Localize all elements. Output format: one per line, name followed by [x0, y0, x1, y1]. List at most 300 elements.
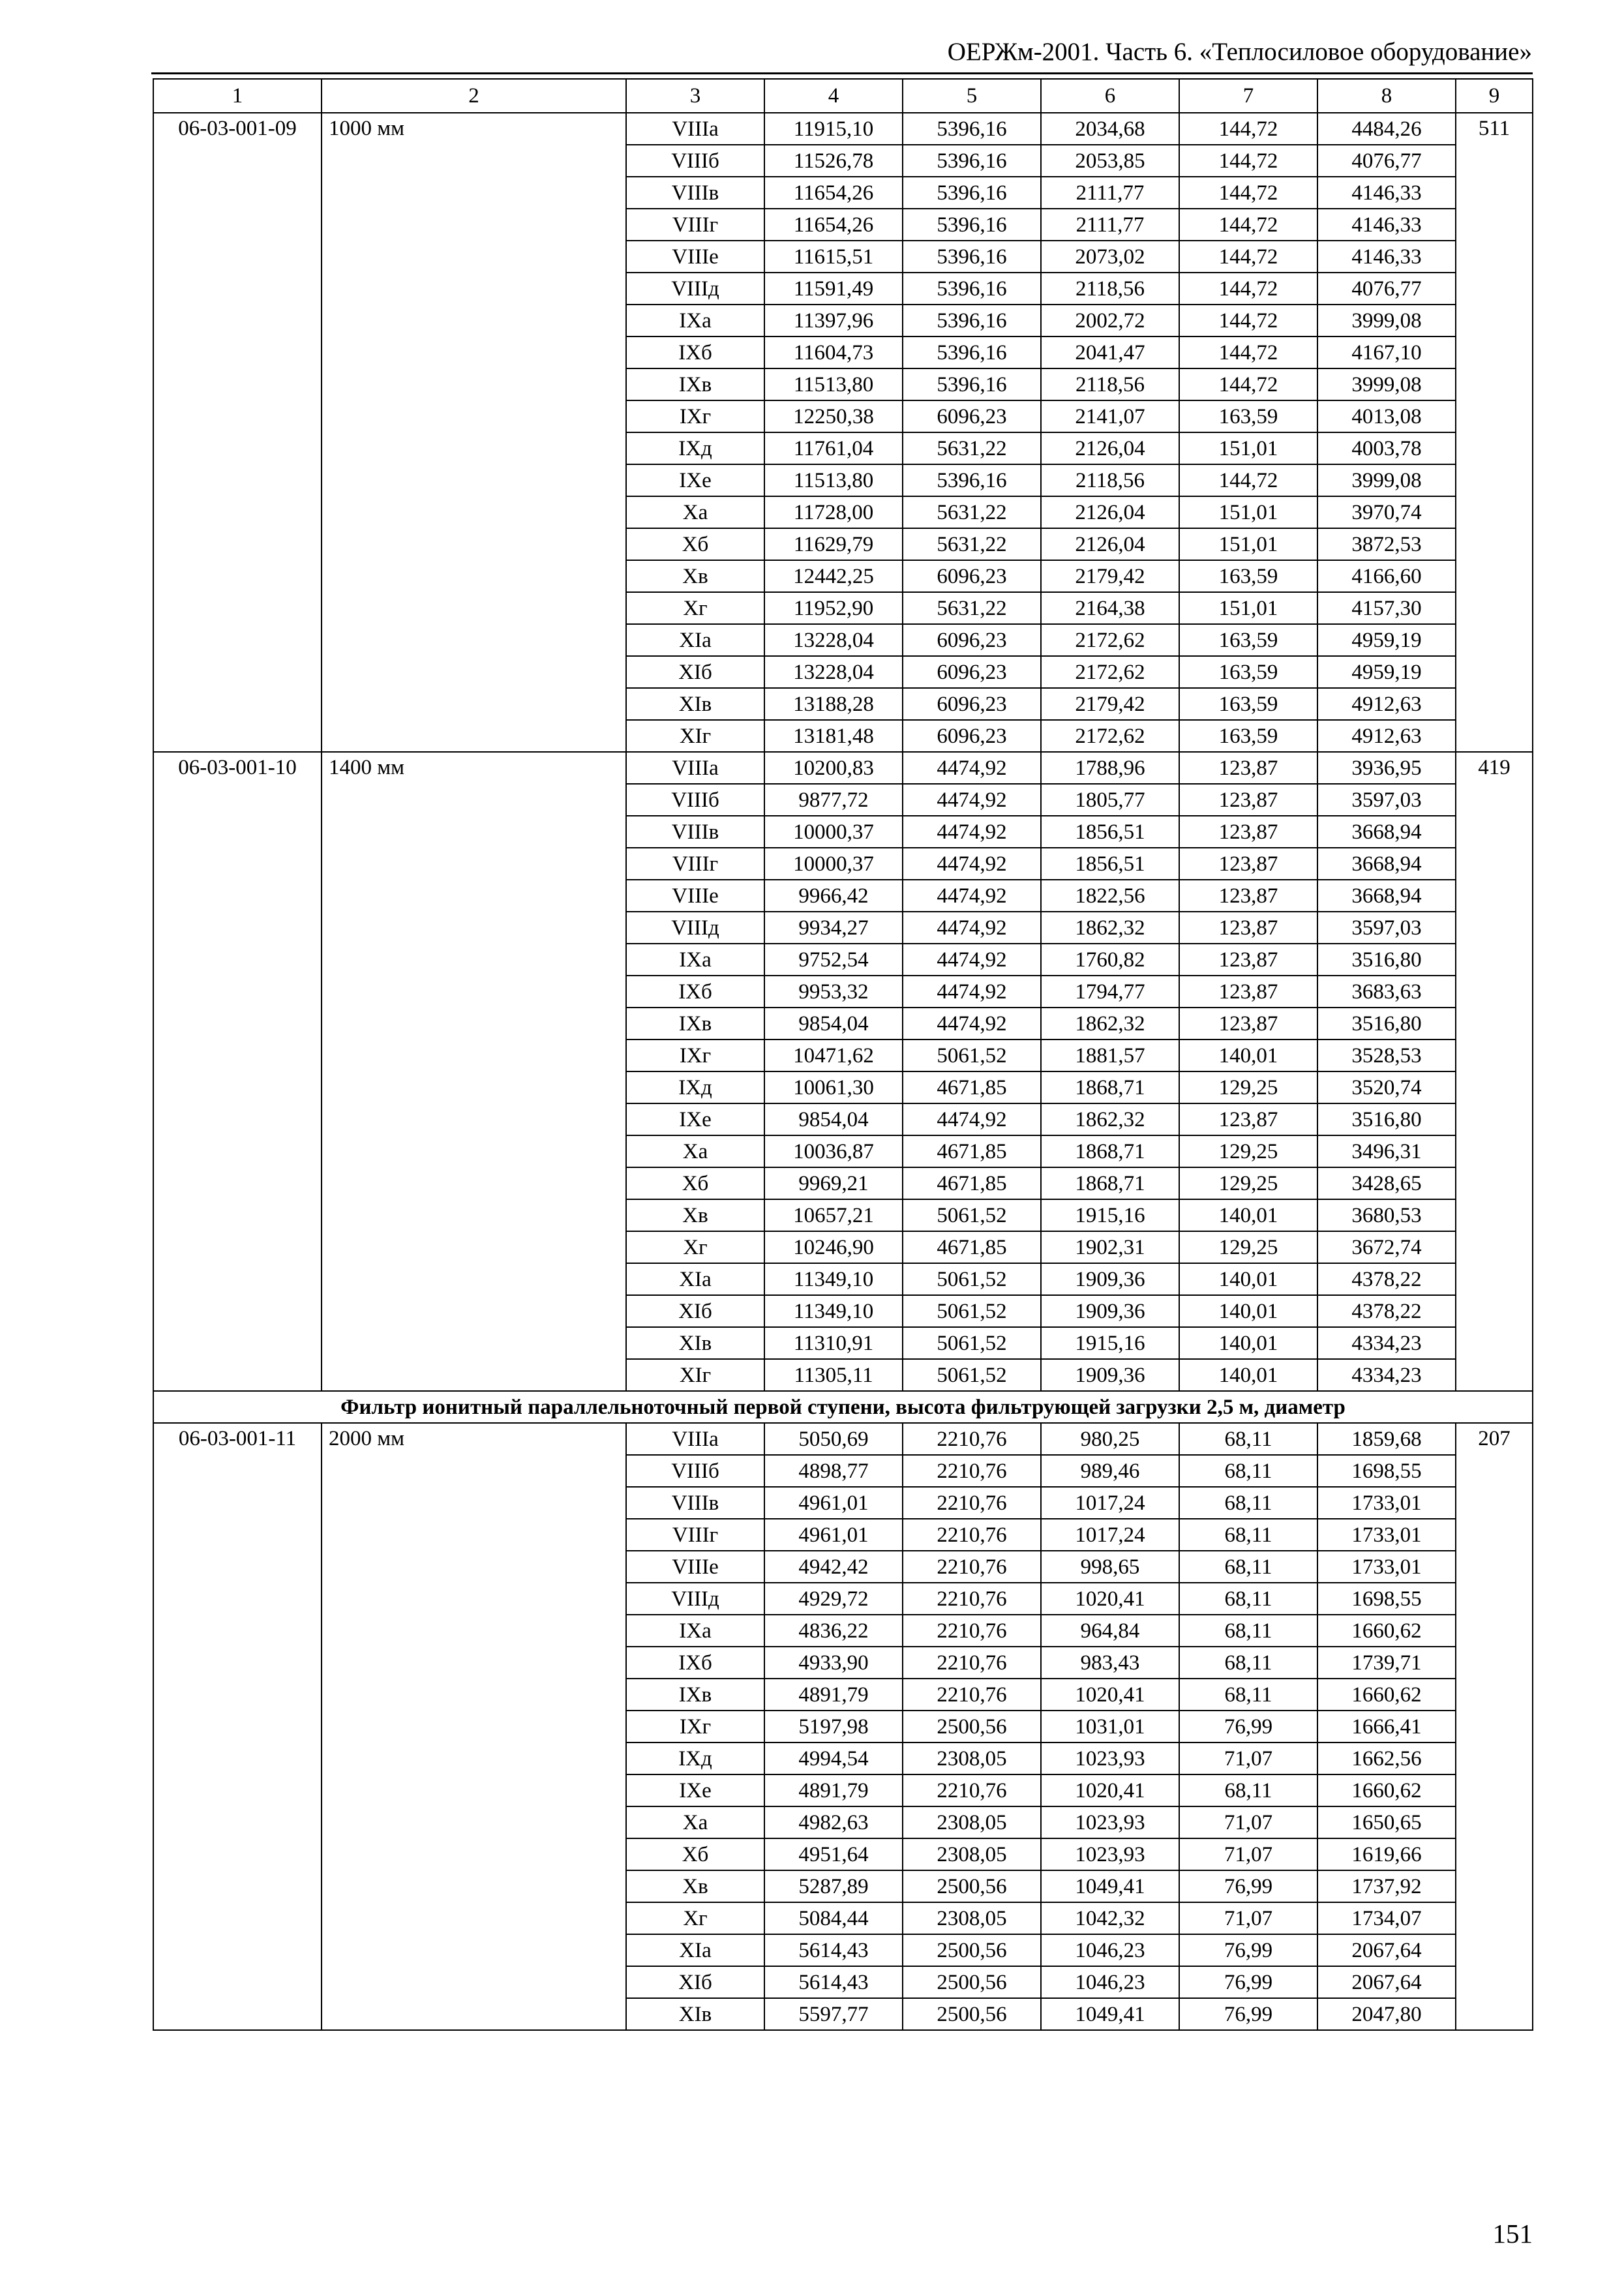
materials-cost-cell: 4003,78 — [1317, 432, 1456, 464]
machine-cost-cell: 983,43 — [1041, 1647, 1179, 1679]
total-cost-cell: 10061,30 — [764, 1071, 903, 1103]
labor-cost-cell: 6096,23 — [903, 720, 1041, 752]
labor-cost-cell: 5396,16 — [903, 368, 1041, 400]
total-cost-cell: 11513,80 — [764, 464, 903, 496]
zone-cell: IXе — [626, 1103, 764, 1135]
labor-cost-cell: 5061,52 — [903, 1327, 1041, 1359]
zone-cell: VIIIа — [626, 752, 764, 784]
materials-cost-cell: 4167,10 — [1317, 337, 1456, 368]
machine-cost-cell: 1868,71 — [1041, 1167, 1179, 1199]
machinist-wage-cell: 144,72 — [1179, 337, 1317, 368]
table-row — [153, 1423, 1533, 1455]
zone-cell: IXе — [626, 1774, 764, 1806]
machinist-wage-cell: 71,07 — [1179, 1743, 1317, 1774]
column-number: 8 — [1317, 79, 1456, 113]
labor-cost-cell: 2500,56 — [903, 1998, 1041, 2030]
machinist-wage-cell: 163,59 — [1179, 624, 1317, 656]
materials-cost-cell: 2067,64 — [1317, 1934, 1456, 1966]
materials-cost-cell: 3528,53 — [1317, 1040, 1456, 1071]
machine-cost-cell: 1868,71 — [1041, 1071, 1179, 1103]
machine-cost-cell: 1862,32 — [1041, 1103, 1179, 1135]
labor-cost-cell: 2210,76 — [903, 1455, 1041, 1487]
zone-cell: Xб — [626, 528, 764, 560]
materials-cost-cell: 3668,94 — [1317, 880, 1456, 912]
labor-cost-cell: 4474,92 — [903, 944, 1041, 976]
total-cost-cell: 9877,72 — [764, 784, 903, 816]
zone-cell: Xв — [626, 1199, 764, 1231]
materials-cost-cell: 4146,33 — [1317, 177, 1456, 209]
machine-cost-cell: 1909,36 — [1041, 1263, 1179, 1295]
total-cost-cell: 11915,10 — [764, 113, 903, 145]
zone-cell: VIIIе — [626, 880, 764, 912]
zone-cell: Xв — [626, 560, 764, 592]
materials-cost-cell: 4166,60 — [1317, 560, 1456, 592]
labor-cost-cell: 5396,16 — [903, 145, 1041, 177]
total-cost-cell: 4898,77 — [764, 1455, 903, 1487]
labor-cost-cell: 2210,76 — [903, 1519, 1041, 1551]
machine-cost-cell: 2118,56 — [1041, 368, 1179, 400]
machinist-wage-cell: 76,99 — [1179, 1934, 1317, 1966]
total-cost-cell: 5287,89 — [764, 1870, 903, 1902]
machine-cost-cell: 1805,77 — [1041, 784, 1179, 816]
labor-cost-cell: 2210,76 — [903, 1487, 1041, 1519]
total-cost-cell: 11654,26 — [764, 209, 903, 241]
zone-cell: VIIIв — [626, 816, 764, 848]
zone-cell: IXг — [626, 1711, 764, 1743]
machine-cost-cell: 1046,23 — [1041, 1966, 1179, 1998]
table-row — [153, 752, 1533, 784]
machinist-wage-cell: 68,11 — [1179, 1519, 1317, 1551]
machinist-wage-cell: 68,11 — [1179, 1679, 1317, 1711]
total-cost-cell: 5597,77 — [764, 1998, 903, 2030]
labor-cost-cell: 6096,23 — [903, 688, 1041, 720]
zone-cell: XIб — [626, 656, 764, 688]
zone-cell: XIа — [626, 1263, 764, 1295]
machinist-wage-cell: 144,72 — [1179, 113, 1317, 145]
total-cost-cell: 13228,04 — [764, 624, 903, 656]
total-cost-cell: 10000,37 — [764, 816, 903, 848]
materials-cost-cell: 4912,63 — [1317, 720, 1456, 752]
zone-cell: XIа — [626, 1934, 764, 1966]
machinist-wage-cell: 144,72 — [1179, 241, 1317, 273]
machine-cost-cell: 1023,93 — [1041, 1806, 1179, 1838]
machinist-wage-cell: 68,11 — [1179, 1615, 1317, 1647]
labor-cost-cell: 2210,76 — [903, 1774, 1041, 1806]
zone-cell: XIв — [626, 688, 764, 720]
machinist-wage-cell: 129,25 — [1179, 1167, 1317, 1199]
zone-cell: IXд — [626, 1071, 764, 1103]
machine-cost-cell: 1856,51 — [1041, 816, 1179, 848]
machine-cost-cell: 2126,04 — [1041, 528, 1179, 560]
materials-cost-cell: 3428,65 — [1317, 1167, 1456, 1199]
materials-cost-cell: 1666,41 — [1317, 1711, 1456, 1743]
total-cost-cell: 5084,44 — [764, 1902, 903, 1934]
machine-cost-cell: 2034,68 — [1041, 113, 1179, 145]
zone-cell: XIб — [626, 1966, 764, 1998]
machinist-wage-cell: 68,11 — [1179, 1423, 1317, 1455]
section-header-row — [153, 1391, 1533, 1423]
total-cost-cell: 4836,22 — [764, 1615, 903, 1647]
total-cost-cell: 11513,80 — [764, 368, 903, 400]
machine-cost-cell: 1909,36 — [1041, 1359, 1179, 1391]
labor-cost-cell: 2210,76 — [903, 1647, 1041, 1679]
machinist-wage-cell: 123,87 — [1179, 1008, 1317, 1040]
total-cost-cell: 12250,38 — [764, 400, 903, 432]
labor-cost-cell: 4474,92 — [903, 848, 1041, 880]
materials-cost-cell: 4146,33 — [1317, 241, 1456, 273]
column-number: 1 — [153, 79, 322, 113]
total-cost-cell: 4891,79 — [764, 1679, 903, 1711]
materials-cost-cell: 1662,56 — [1317, 1743, 1456, 1774]
total-cost-cell: 11629,79 — [764, 528, 903, 560]
labor-cost-cell: 5631,22 — [903, 432, 1041, 464]
total-cost-cell: 9969,21 — [764, 1167, 903, 1199]
machine-cost-cell: 1915,16 — [1041, 1199, 1179, 1231]
zone-cell: VIIIб — [626, 145, 764, 177]
machinist-wage-cell: 68,11 — [1179, 1455, 1317, 1487]
table-row — [153, 113, 1533, 145]
total-cost-cell: 10200,83 — [764, 752, 903, 784]
zone-cell: IXд — [626, 432, 764, 464]
machine-cost-cell: 1862,32 — [1041, 1008, 1179, 1040]
zone-cell: IXв — [626, 1008, 764, 1040]
materials-cost-cell: 4378,22 — [1317, 1295, 1456, 1327]
total-cost-cell: 9934,27 — [764, 912, 903, 944]
machine-cost-cell: 1915,16 — [1041, 1327, 1179, 1359]
total-cost-cell: 11526,78 — [764, 145, 903, 177]
machinist-wage-cell: 144,72 — [1179, 177, 1317, 209]
materials-cost-cell: 3516,80 — [1317, 1008, 1456, 1040]
resource-name: 1400 мм — [322, 752, 626, 1391]
machine-cost-cell: 2141,07 — [1041, 400, 1179, 432]
zone-cell: Xв — [626, 1870, 764, 1902]
machinist-wage-cell: 144,72 — [1179, 305, 1317, 337]
machinist-wage-cell: 144,72 — [1179, 209, 1317, 241]
zone-cell: VIIIд — [626, 273, 764, 305]
machine-cost-cell: 1046,23 — [1041, 1934, 1179, 1966]
resource-name: 2000 мм — [322, 1423, 626, 2030]
total-cost-cell: 13181,48 — [764, 720, 903, 752]
materials-cost-cell: 1734,07 — [1317, 1902, 1456, 1934]
machine-cost-cell: 1049,41 — [1041, 1998, 1179, 2030]
labor-cost-cell: 5396,16 — [903, 337, 1041, 368]
materials-cost-cell: 3668,94 — [1317, 816, 1456, 848]
materials-cost-cell: 1737,92 — [1317, 1870, 1456, 1902]
materials-cost-cell: 3872,53 — [1317, 528, 1456, 560]
machinist-wage-cell: 76,99 — [1179, 1966, 1317, 1998]
machinist-wage-cell: 123,87 — [1179, 816, 1317, 848]
machine-cost-cell: 2172,62 — [1041, 656, 1179, 688]
column-number: 5 — [903, 79, 1041, 113]
total-cost-cell: 4933,90 — [764, 1647, 903, 1679]
labor-cost-cell: 2500,56 — [903, 1966, 1041, 1998]
machinist-wage-cell: 140,01 — [1179, 1295, 1317, 1327]
total-cost-cell: 5614,43 — [764, 1966, 903, 1998]
total-cost-cell: 13188,28 — [764, 688, 903, 720]
machinist-wage-cell: 144,72 — [1179, 464, 1317, 496]
zone-cell: VIIIв — [626, 177, 764, 209]
labor-hours-cell: 207 — [1456, 1423, 1533, 2030]
total-cost-cell: 11397,96 — [764, 305, 903, 337]
materials-cost-cell: 4146,33 — [1317, 209, 1456, 241]
labor-cost-cell: 6096,23 — [903, 400, 1041, 432]
materials-cost-cell: 1660,62 — [1317, 1615, 1456, 1647]
page-number: 151 — [1492, 2219, 1533, 2249]
machinist-wage-cell: 163,59 — [1179, 656, 1317, 688]
labor-cost-cell: 2500,56 — [903, 1711, 1041, 1743]
labor-cost-cell: 5396,16 — [903, 305, 1041, 337]
total-cost-cell: 9752,54 — [764, 944, 903, 976]
total-cost-cell: 9854,04 — [764, 1008, 903, 1040]
price-table — [153, 78, 1533, 2031]
labor-cost-cell: 5061,52 — [903, 1359, 1041, 1391]
zone-cell: VIIIб — [626, 1455, 764, 1487]
labor-cost-cell: 5396,16 — [903, 241, 1041, 273]
machine-cost-cell: 964,84 — [1041, 1615, 1179, 1647]
zone-cell: IXв — [626, 1679, 764, 1711]
materials-cost-cell: 3597,03 — [1317, 784, 1456, 816]
materials-cost-cell: 3999,08 — [1317, 368, 1456, 400]
labor-cost-cell: 5631,22 — [903, 496, 1041, 528]
column-numbers-row — [153, 79, 1533, 113]
materials-cost-cell: 1739,71 — [1317, 1647, 1456, 1679]
zone-cell: VIIIб — [626, 784, 764, 816]
materials-cost-cell: 1619,66 — [1317, 1838, 1456, 1870]
column-number: 7 — [1179, 79, 1317, 113]
machinist-wage-cell: 140,01 — [1179, 1359, 1317, 1391]
machinist-wage-cell: 163,59 — [1179, 688, 1317, 720]
resource-code: 06-03-001-10 — [153, 752, 322, 1391]
resource-name: 1000 мм — [322, 113, 626, 752]
materials-cost-cell: 4076,77 — [1317, 145, 1456, 177]
machine-cost-cell: 2172,62 — [1041, 720, 1179, 752]
materials-cost-cell: 3520,74 — [1317, 1071, 1456, 1103]
machinist-wage-cell: 163,59 — [1179, 560, 1317, 592]
machine-cost-cell: 1760,82 — [1041, 944, 1179, 976]
machinist-wage-cell: 123,87 — [1179, 784, 1317, 816]
labor-cost-cell: 4671,85 — [903, 1071, 1041, 1103]
labor-cost-cell: 5396,16 — [903, 209, 1041, 241]
materials-cost-cell: 4959,19 — [1317, 624, 1456, 656]
total-cost-cell: 10657,21 — [764, 1199, 903, 1231]
machine-cost-cell: 1868,71 — [1041, 1135, 1179, 1167]
zone-cell: VIIIг — [626, 1519, 764, 1551]
total-cost-cell: 4929,72 — [764, 1583, 903, 1615]
materials-cost-cell: 4157,30 — [1317, 592, 1456, 624]
zone-cell: Xа — [626, 1806, 764, 1838]
labor-cost-cell: 4474,92 — [903, 752, 1041, 784]
zone-cell: Xб — [626, 1838, 764, 1870]
materials-cost-cell: 4334,23 — [1317, 1327, 1456, 1359]
machinist-wage-cell: 71,07 — [1179, 1838, 1317, 1870]
total-cost-cell: 11615,51 — [764, 241, 903, 273]
total-cost-cell: 10471,62 — [764, 1040, 903, 1071]
machinist-wage-cell: 123,87 — [1179, 848, 1317, 880]
zone-cell: IXа — [626, 944, 764, 976]
machine-cost-cell: 980,25 — [1041, 1423, 1179, 1455]
machine-cost-cell: 2111,77 — [1041, 209, 1179, 241]
materials-cost-cell: 3672,74 — [1317, 1231, 1456, 1263]
machinist-wage-cell: 68,11 — [1179, 1647, 1317, 1679]
machine-cost-cell: 1794,77 — [1041, 976, 1179, 1008]
labor-cost-cell: 5061,52 — [903, 1040, 1041, 1071]
labor-cost-cell: 5631,22 — [903, 592, 1041, 624]
zone-cell: IXа — [626, 305, 764, 337]
materials-cost-cell: 4484,26 — [1317, 113, 1456, 145]
machine-cost-cell: 1020,41 — [1041, 1774, 1179, 1806]
machine-cost-cell: 998,65 — [1041, 1551, 1179, 1583]
total-cost-cell: 11952,90 — [764, 592, 903, 624]
zone-cell: Xг — [626, 1902, 764, 1934]
column-number: 3 — [626, 79, 764, 113]
total-cost-cell: 4951,64 — [764, 1838, 903, 1870]
total-cost-cell: 10246,90 — [764, 1231, 903, 1263]
labor-cost-cell: 2500,56 — [903, 1934, 1041, 1966]
labor-cost-cell: 5396,16 — [903, 464, 1041, 496]
labor-cost-cell: 4474,92 — [903, 880, 1041, 912]
labor-cost-cell: 6096,23 — [903, 656, 1041, 688]
machinist-wage-cell: 129,25 — [1179, 1135, 1317, 1167]
machine-cost-cell: 1902,31 — [1041, 1231, 1179, 1263]
machine-cost-cell: 2041,47 — [1041, 337, 1179, 368]
zone-cell: IXд — [626, 1743, 764, 1774]
machine-cost-cell: 1017,24 — [1041, 1487, 1179, 1519]
materials-cost-cell: 1733,01 — [1317, 1519, 1456, 1551]
machine-cost-cell: 1023,93 — [1041, 1838, 1179, 1870]
machine-cost-cell: 2002,72 — [1041, 305, 1179, 337]
zone-cell: VIIIг — [626, 848, 764, 880]
zone-cell: IXб — [626, 1647, 764, 1679]
total-cost-cell: 4982,63 — [764, 1806, 903, 1838]
zone-cell: VIIIа — [626, 1423, 764, 1455]
machine-cost-cell: 2118,56 — [1041, 273, 1179, 305]
labor-cost-cell: 6096,23 — [903, 560, 1041, 592]
machine-cost-cell: 1856,51 — [1041, 848, 1179, 880]
machinist-wage-cell: 123,87 — [1179, 944, 1317, 976]
total-cost-cell: 10000,37 — [764, 848, 903, 880]
labor-cost-cell: 2308,05 — [903, 1902, 1041, 1934]
total-cost-cell: 4891,79 — [764, 1774, 903, 1806]
machine-cost-cell: 2118,56 — [1041, 464, 1179, 496]
total-cost-cell: 11349,10 — [764, 1295, 903, 1327]
total-cost-cell: 5197,98 — [764, 1711, 903, 1743]
materials-cost-cell: 1650,65 — [1317, 1806, 1456, 1838]
resource-code: 06-03-001-11 — [153, 1423, 322, 2030]
zone-cell: VIIIв — [626, 1487, 764, 1519]
machinist-wage-cell: 123,87 — [1179, 912, 1317, 944]
machinist-wage-cell: 144,72 — [1179, 145, 1317, 177]
machinist-wage-cell: 140,01 — [1179, 1199, 1317, 1231]
zone-cell: Xа — [626, 1135, 764, 1167]
total-cost-cell: 4994,54 — [764, 1743, 903, 1774]
zone-cell: VIIIе — [626, 241, 764, 273]
machine-cost-cell: 2111,77 — [1041, 177, 1179, 209]
zone-cell: VIIIд — [626, 912, 764, 944]
zone-cell: VIIIа — [626, 113, 764, 145]
labor-cost-cell: 6096,23 — [903, 624, 1041, 656]
materials-cost-cell: 4013,08 — [1317, 400, 1456, 432]
machine-cost-cell: 1862,32 — [1041, 912, 1179, 944]
total-cost-cell: 11310,91 — [764, 1327, 903, 1359]
machine-cost-cell: 2053,85 — [1041, 145, 1179, 177]
machinist-wage-cell: 76,99 — [1179, 1711, 1317, 1743]
zone-cell: XIг — [626, 1359, 764, 1391]
machinist-wage-cell: 71,07 — [1179, 1806, 1317, 1838]
machinist-wage-cell: 144,72 — [1179, 273, 1317, 305]
materials-cost-cell: 4912,63 — [1317, 688, 1456, 720]
machinist-wage-cell: 140,01 — [1179, 1327, 1317, 1359]
materials-cost-cell: 3516,80 — [1317, 1103, 1456, 1135]
total-cost-cell: 11591,49 — [764, 273, 903, 305]
zone-cell: IXе — [626, 464, 764, 496]
total-cost-cell: 11654,26 — [764, 177, 903, 209]
total-cost-cell: 10036,87 — [764, 1135, 903, 1167]
machinist-wage-cell: 151,01 — [1179, 528, 1317, 560]
materials-cost-cell: 3597,03 — [1317, 912, 1456, 944]
labor-cost-cell: 2308,05 — [903, 1806, 1041, 1838]
machinist-wage-cell: 151,01 — [1179, 432, 1317, 464]
zone-cell: XIв — [626, 1998, 764, 2030]
machine-cost-cell: 1042,32 — [1041, 1902, 1179, 1934]
total-cost-cell: 5614,43 — [764, 1934, 903, 1966]
total-cost-cell: 5050,69 — [764, 1423, 903, 1455]
materials-cost-cell: 1733,01 — [1317, 1551, 1456, 1583]
machinist-wage-cell: 71,07 — [1179, 1902, 1317, 1934]
zone-cell: XIа — [626, 624, 764, 656]
machinist-wage-cell: 140,01 — [1179, 1040, 1317, 1071]
labor-cost-cell: 5061,52 — [903, 1263, 1041, 1295]
machinist-wage-cell: 123,87 — [1179, 976, 1317, 1008]
zone-cell: XIв — [626, 1327, 764, 1359]
labor-cost-cell: 4474,92 — [903, 912, 1041, 944]
total-cost-cell: 11728,00 — [764, 496, 903, 528]
machine-cost-cell: 1017,24 — [1041, 1519, 1179, 1551]
machinist-wage-cell: 129,25 — [1179, 1071, 1317, 1103]
materials-cost-cell: 1698,55 — [1317, 1583, 1456, 1615]
labor-cost-cell: 2210,76 — [903, 1583, 1041, 1615]
labor-cost-cell: 2210,76 — [903, 1551, 1041, 1583]
zone-cell: IXв — [626, 368, 764, 400]
materials-cost-cell: 3999,08 — [1317, 305, 1456, 337]
materials-cost-cell: 2047,80 — [1317, 1998, 1456, 2030]
total-cost-cell: 11761,04 — [764, 432, 903, 464]
machinist-wage-cell: 68,11 — [1179, 1774, 1317, 1806]
zone-cell: VIIIг — [626, 209, 764, 241]
machinist-wage-cell: 163,59 — [1179, 400, 1317, 432]
total-cost-cell: 11305,11 — [764, 1359, 903, 1391]
labor-cost-cell: 4474,92 — [903, 784, 1041, 816]
machinist-wage-cell: 76,99 — [1179, 1870, 1317, 1902]
machine-cost-cell: 1031,01 — [1041, 1711, 1179, 1743]
resource-code: 06-03-001-09 — [153, 113, 322, 752]
materials-cost-cell: 3999,08 — [1317, 464, 1456, 496]
labor-cost-cell: 5396,16 — [903, 113, 1041, 145]
materials-cost-cell: 3970,74 — [1317, 496, 1456, 528]
labor-hours-cell: 511 — [1456, 113, 1533, 752]
zone-cell: VIIIд — [626, 1583, 764, 1615]
labor-cost-cell: 2308,05 — [903, 1743, 1041, 1774]
zone-cell: Xг — [626, 1231, 764, 1263]
materials-cost-cell: 1733,01 — [1317, 1487, 1456, 1519]
materials-cost-cell: 3516,80 — [1317, 944, 1456, 976]
zone-cell: IXб — [626, 976, 764, 1008]
zone-cell: IXб — [626, 337, 764, 368]
machine-cost-cell: 2126,04 — [1041, 496, 1179, 528]
labor-cost-cell: 4474,92 — [903, 1008, 1041, 1040]
total-cost-cell: 12442,25 — [764, 560, 903, 592]
section-title: Фильтр ионитный параллельноточный первой ступени, высота фильтрующей загрузки 2,5 м, диаметр — [153, 1391, 1533, 1423]
machine-cost-cell: 2172,62 — [1041, 624, 1179, 656]
